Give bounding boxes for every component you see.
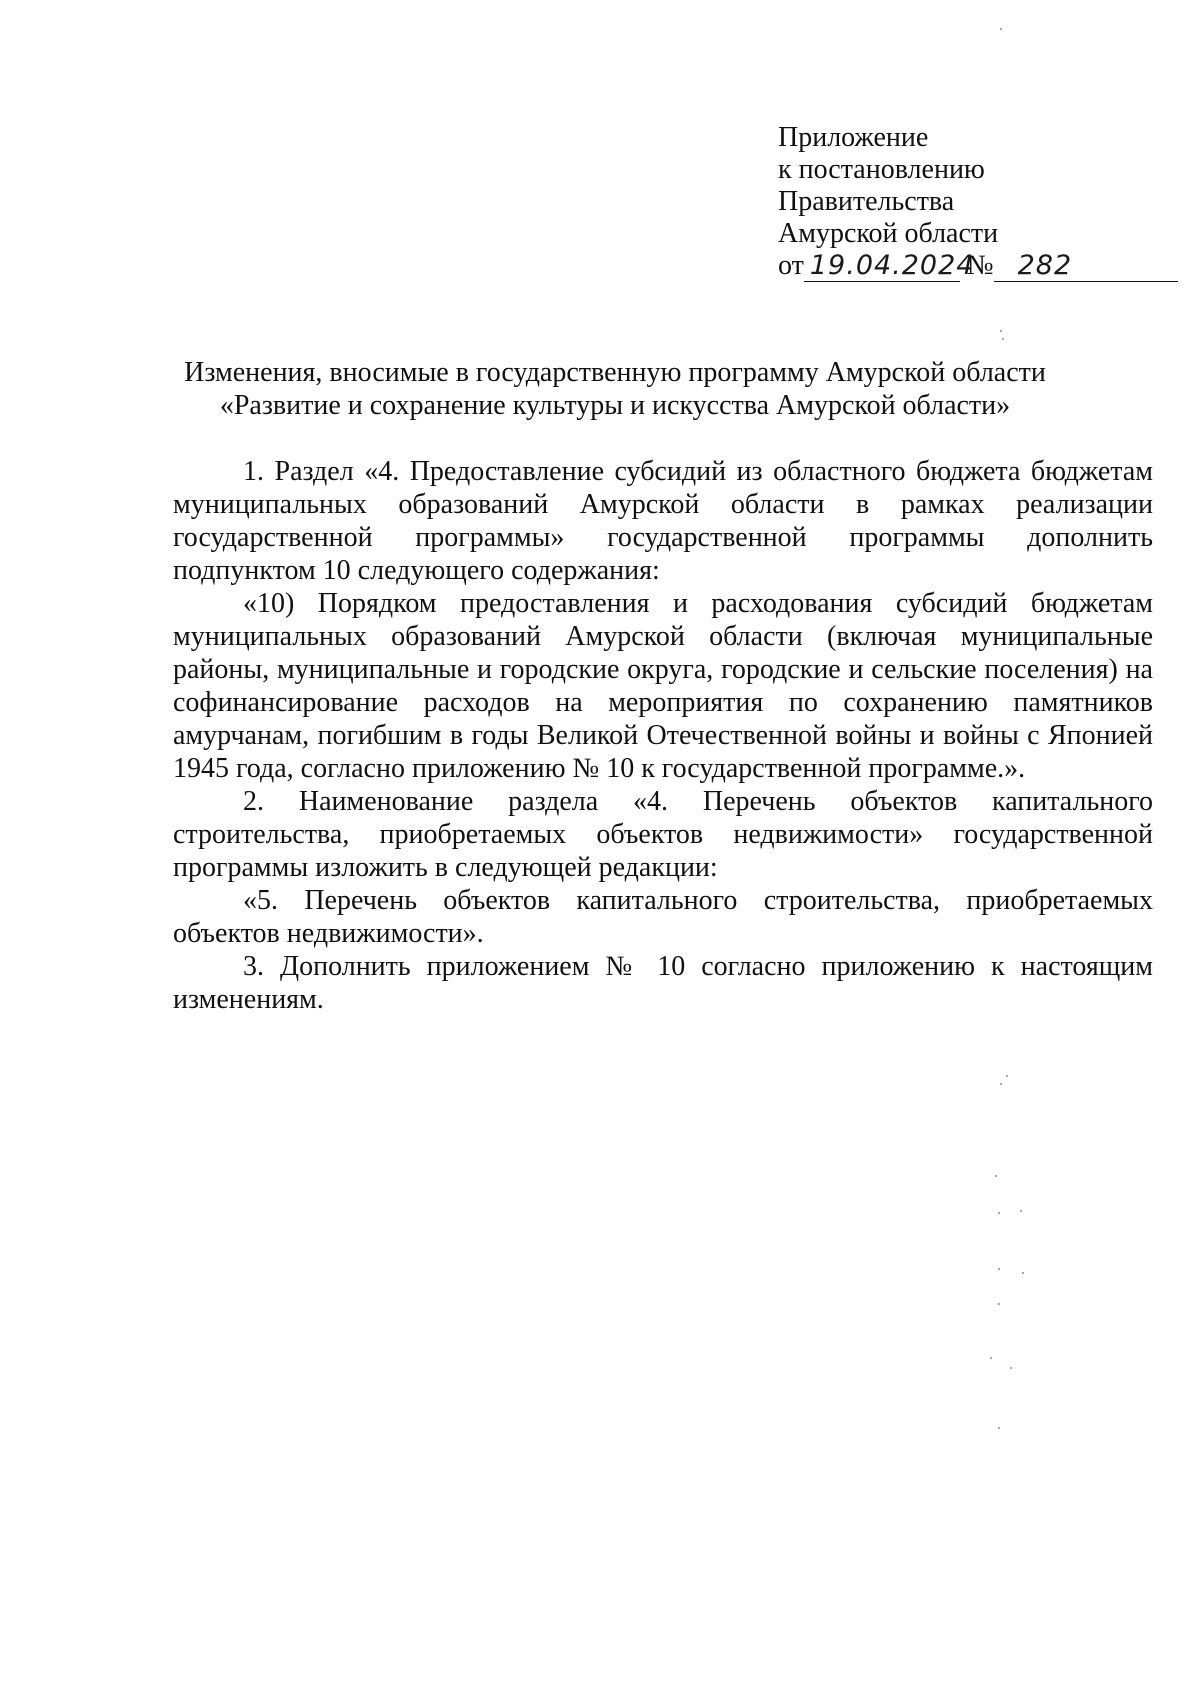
scan-speck [1000, 330, 1002, 332]
paragraph-3: 2. Наименование раздела «4. Перечень объектов капитального строительства, приобретаемых объектов недвижимости» государственной программы изложить в следующей редакции: [173, 786, 1153, 883]
paragraph-2: «10) Порядком предоставления и расходования субсидий бюджетам муниципальных образований Амурской области (включая муниципальные районы, муниципальные и городские округа, городские и сельские поселения) на софинансирование расходов на мероприятия по сохранению памятников амурчанам, погибшим в годы Великой Отечественной войны и войны с Японией 1945 года, согласно приложению № 10 к государственной программе.». [173, 588, 1153, 784]
number-sign: № [966, 250, 994, 281]
appendix-line-1: Приложение [778, 122, 929, 153]
document-body [173, 455, 1153, 1016]
scan-speck [1020, 1210, 1022, 1212]
date-field [804, 250, 975, 282]
scan-speck [998, 1303, 1000, 1305]
scan-speck [1000, 28, 1002, 30]
date-prefix: от [778, 250, 804, 281]
scan-speck [998, 1268, 1000, 1270]
document-title [150, 356, 1080, 422]
scan-speck [995, 1175, 997, 1177]
appendix-date-line [778, 250, 1178, 282]
appendix-line-4: Амурской области [778, 218, 999, 249]
scan-speck [1010, 1367, 1012, 1369]
scan-speck [990, 1357, 992, 1359]
scan-speck [998, 1427, 1000, 1429]
handwritten-date: 19.04.2024 [809, 250, 975, 281]
paragraph-1: 1. Раздел «4. Предоставление субсидий из областного бюджета бюджетам муниципальных образований Амурской области в рамках реализации государственной программы» государственной программы дополнить подпунктом 10 следующего содержания: [173, 456, 1153, 586]
appendix-line-3: Правительства [778, 186, 955, 217]
appendix-line-2: к постановлению [778, 154, 985, 185]
scan-speck [1006, 1075, 1008, 1077]
number-field [994, 251, 1178, 282]
scan-speck [1000, 1083, 1002, 1085]
paragraph-5: 3. Дополнить приложением № 10 согласно приложению к настоящим изменениям. [173, 951, 1153, 1015]
title-line-2: «Развитие и сохранение культуры и искусства Амурской области» [219, 390, 1011, 421]
scan-speck [1002, 338, 1004, 340]
scan-speck [1022, 1272, 1024, 1274]
title-line-1: Изменения, вносимые в государственную программу Амурской области [184, 357, 1046, 388]
paragraph-4: «5. Перечень объектов капитального строительства, приобретаемых объектов недвижимости». [173, 885, 1153, 949]
appendix-block [778, 122, 1178, 282]
handwritten-number: 282 [1017, 250, 1073, 281]
scan-speck [998, 1212, 1000, 1214]
